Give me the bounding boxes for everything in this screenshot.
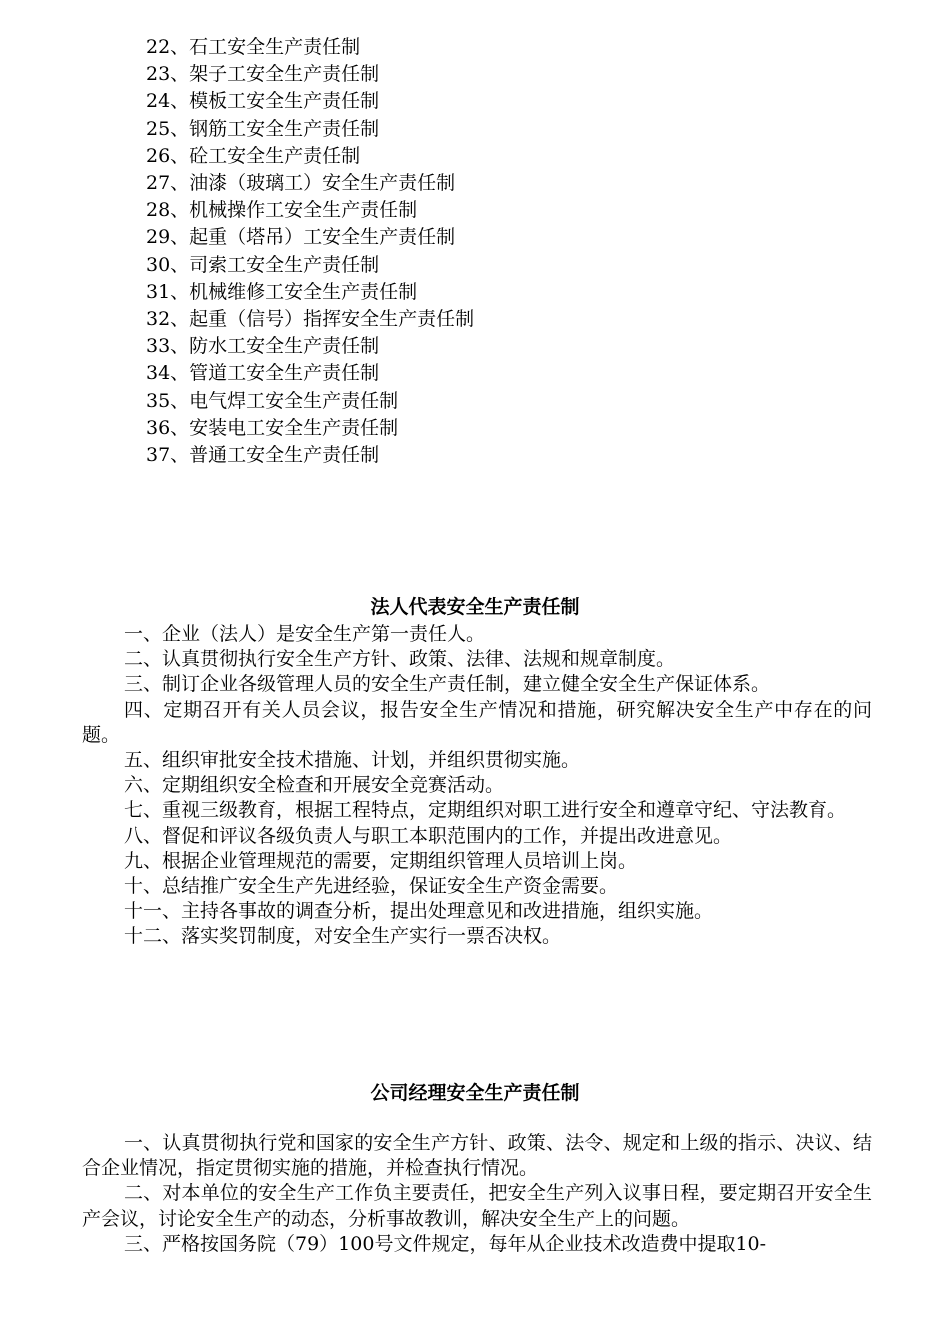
- paragraph: 八、督促和评议各级负责人与职工本职范围内的工作，并提出改进意见。: [124, 824, 733, 847]
- list-item: 35、电气焊工安全生产责任制: [146, 389, 399, 412]
- paragraph: 四、定期召开有关人员会议，报告安全生产情况和措施，研究解决安全生产中存在的问题。: [82, 698, 872, 746]
- list-item: 22、石工安全生产责任制: [146, 36, 361, 58]
- paragraph: 二、对本单位的安全生产工作负主要责任，把安全生产列入议事日程，要定期召开安全生产会议，讨论安全生产的动态，分析事故教训，解决安全生产上的问题。: [82, 1182, 872, 1230]
- list-item: 29、起重（塔吊）工安全生产责任制: [146, 226, 456, 249]
- list-item: 31、机械维修工安全生产责任制: [146, 280, 418, 303]
- paragraph: 七、重视三级教育，根据工程特点，定期组织对职工进行安全和遵章守纪、守法教育。: [124, 799, 847, 822]
- paragraph: 三、严格按国务院（79）100号文件规定，每年从企业技术改造费中提取10-: [124, 1232, 767, 1255]
- paragraph: 六、定期组织安全检查和开展安全竞赛活动。: [124, 774, 505, 797]
- paragraph: 九、根据企业管理规范的需要，定期组织管理人员培训上岗。: [124, 849, 638, 872]
- list-item: 27、油漆（玻璃工）安全生产责任制: [146, 172, 456, 195]
- list-item: 30、司索工安全生产责任制: [146, 253, 380, 276]
- paragraph: 一、认真贯彻执行党和国家的安全生产方针、政策、法令、规定和上级的指示、决议、结合企业情况，指定贯彻实施的措施，并检查执行情况。: [82, 1132, 872, 1180]
- paragraph: 五、组织审批安全技术措施、计划，并组织贯彻实施。: [124, 749, 581, 772]
- list-item: 36、安装电工安全生产责任制: [146, 416, 399, 439]
- list-item: 26、砼工安全生产责任制: [146, 144, 361, 167]
- list-item: 25、钢筋工安全生产责任制: [146, 117, 380, 140]
- list-item: 34、管道工安全生产责任制: [146, 362, 380, 385]
- list-item: 32、起重（信号）指挥安全生产责任制: [146, 308, 475, 331]
- paragraph: 三、制订企业各级管理人员的安全生产责任制，建立健全安全生产保证体系。: [124, 673, 771, 696]
- list-item: 24、模板工安全生产责任制: [146, 90, 380, 113]
- paragraph: 十、总结推广安全生产先进经验，保证安全生产资金需要。: [124, 875, 619, 898]
- paragraph: 十一、主持各事故的调查分析，提出处理意见和改进措施，组织实施。: [124, 900, 714, 923]
- section-body-company-manager: [82, 1131, 872, 1257]
- section-title-company-manager: 公司经理安全生产责任制: [370, 1082, 580, 1104]
- paragraph: 十二、落实奖罚制度，对安全生产实行一票否决权。: [124, 925, 562, 948]
- list-item: 28、机械操作工安全生产责任制: [146, 199, 418, 222]
- responsibility-list: [146, 34, 474, 469]
- list-item: 23、架子工安全生产责任制: [146, 63, 380, 86]
- list-item: 37、普通工安全生产责任制: [146, 444, 380, 467]
- section-title-legal-representative: 法人代表安全生产责任制: [370, 596, 580, 618]
- list-item: 33、防水工安全生产责任制: [146, 335, 380, 358]
- paragraph: 二、认真贯彻执行安全生产方针、政策、法律、法规和规章制度。: [124, 648, 676, 671]
- paragraph: 一、企业（法人）是安全生产第一责任人。: [124, 623, 486, 645]
- section-body-legal-representative: [82, 622, 872, 950]
